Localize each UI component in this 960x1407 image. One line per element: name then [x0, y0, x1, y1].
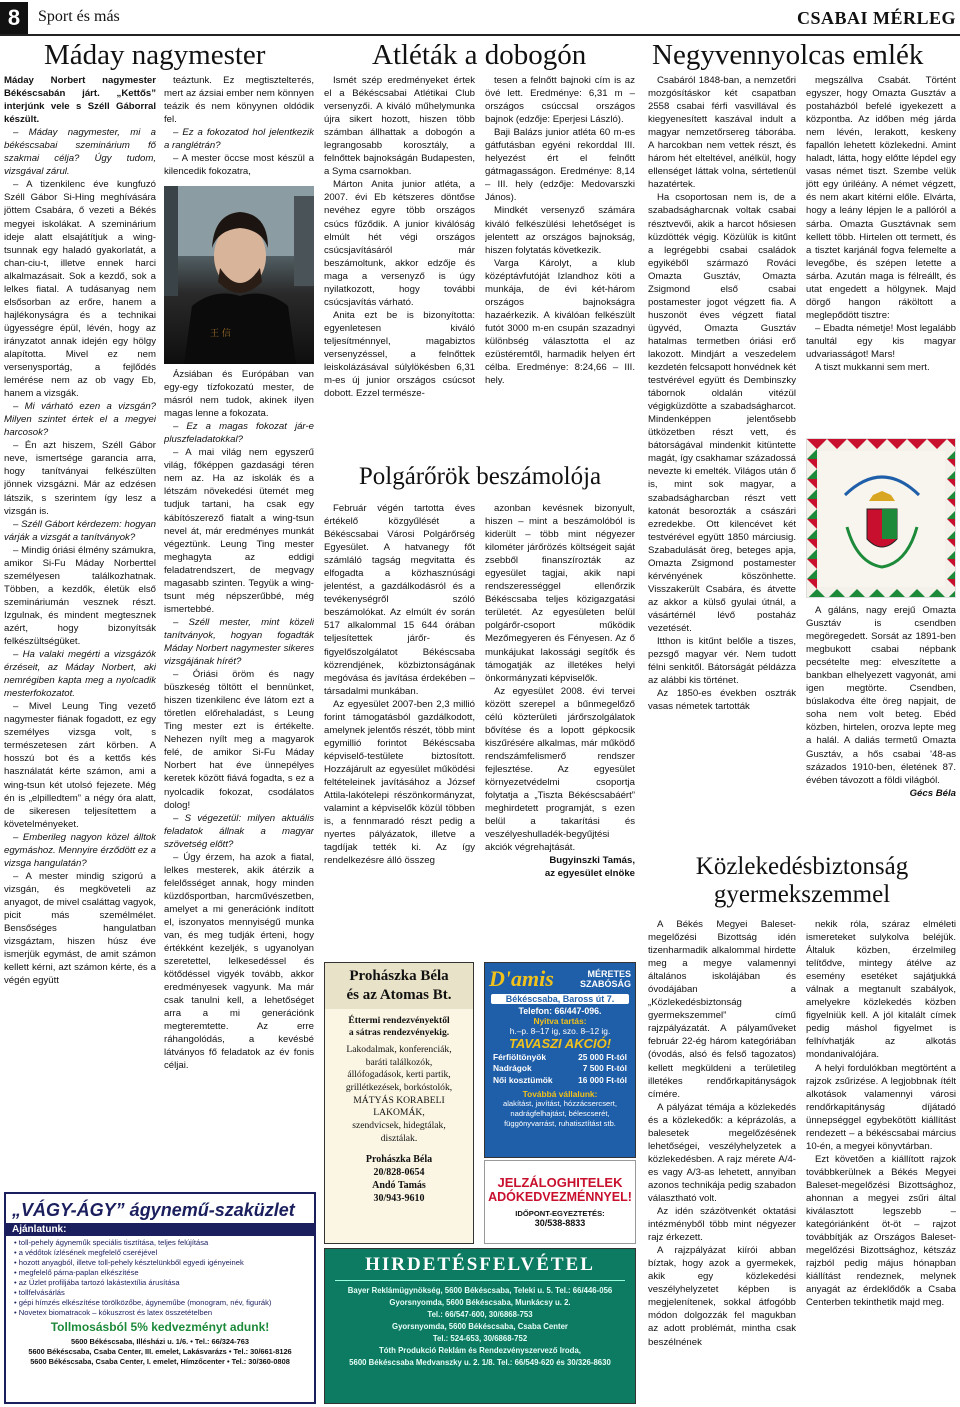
article-polgarorok-col2: [485, 502, 635, 957]
ad-hirdetesfelvetel: [324, 1248, 636, 1404]
svg-text:王 信: 王 信: [210, 329, 231, 339]
ad-title: „VÁGY-ÁGY” ágynemű-szaküzlet: [6, 1194, 314, 1223]
paper-title: CSABAI MÉRLEG: [796, 8, 956, 28]
ad-extra-title: Továbbá vállalunk:: [522, 1089, 598, 1100]
article-maday-col2-top: [164, 74, 314, 184]
ad-badge: [580, 969, 631, 990]
headline-kozlekedes-1: Közlekedésbiztonság: [695, 853, 909, 880]
ad-vagy-agy: [4, 1192, 316, 1404]
paragraph: – Ez a magas fokozat jár-e pluszfeladatokkal?: [164, 421, 314, 446]
ad-extra: alakítást, javítást, hózzácsercsert, nadrágfelhajtást, bélescserét, függönyvarrást, ruhatisztítást stb.: [503, 1099, 617, 1128]
list-item: • hozott anyagból, illetve toll-pehely késztelünkből egyedi igényeinek: [14, 1258, 244, 1268]
list-item: • Novetex biomatracok – kókuszrost és latex összetételben: [14, 1308, 213, 1318]
ad-promo: TAVASZI AKCIÓ!: [508, 1036, 612, 1051]
price-item: Női kosztümök: [493, 1074, 553, 1085]
contact-line: Bayer Reklámügynökség, 5600 Békéscsaba, Teleki u. 5. Tel.: 66/446-056: [347, 1286, 613, 1295]
contact-name-2: Andó Tamás: [372, 1180, 426, 1192]
contact-line: Tel.: 524-653, 30/6868-752: [432, 1334, 528, 1344]
price-value: 16 000 Ft-tól: [578, 1074, 627, 1085]
article-maday-col2: [164, 368, 314, 1190]
paragraph: Az egyesület 2007-ben 2,3 millió forint támogatásból gazdálkodott, amelynek jelentős részét, több mint egymillió forintot Békéscsaba képviselő-testülete biztosított. Hozzájárult az egyesület működési feltételeinek javításához a József Attila-lakótelepi részönkormányzat, valamint a képviselők közül többen is, a fennmaradó részt pedig a nyertes pályázatok, illetve a tagdíjak tették ki. Az így rendelkezésre álló összeg: [324, 698, 475, 867]
paragraph: – Emberileg nagyon közel álltok egymáshoz. Mennyire érződött ez a vizsga hangulatán?: [4, 831, 156, 869]
ad-prices: [485, 1051, 635, 1087]
ad-title-line1: Prohászka Béla: [349, 968, 449, 984]
ad-phone: Telefon: 66/447-096.: [518, 1006, 602, 1016]
paragraph: teáztunk. Ez megtisztelteтés, mert az ázsiai ember nem könnyen teázik és nem könyynen oldódik fel.: [164, 75, 314, 126]
paragraph: – Mi várható ezen a vizsgán? Milyen szintet értek el a megyei harcosok?: [4, 401, 156, 439]
paragraph: A rajzpályázat kiírói abban bíztak, hogy azok a gyermekek, akik egy közlekedési veszélyhelyzetet képben is megjelenítenek, sokkal átfogóbb módon dolgozzák fel magukban az adott problémát, mintha csak beszélnének: [648, 1245, 796, 1348]
article-maday-col1: [4, 74, 156, 1190]
price-row: [493, 1063, 627, 1074]
service-line: baráti találkozók,: [365, 1056, 433, 1068]
ad-jelzalog-line3: IDŐPONT-EGYEZTETÉS:: [515, 1209, 605, 1218]
article-atletak-col1: [324, 74, 475, 446]
address-line: 5600 Békéscsaba, Illésházi u. 1/6. • Tel.: 66/324-763: [71, 1337, 249, 1347]
section-label: Sport és más: [38, 8, 120, 25]
contact-line: Tel.: 66/547-600, 30/6868-753: [427, 1310, 533, 1320]
paragraph: – Úgy érzem, ha azok a fiatal, lelkes mesterek, akik átérzik a felelősséget annak, hogy minden küzdősportban, harcművészetben, amelyet a mi generációnk indított el, iszonyatos mennyiségű munka van, és meg tudják érteni, hogy értékként kezeljék, s ugyanolyan szeretettel, lelkesedéssel és kötődéssel vigyék tovább, akkor eredményesek vagyunk. Ma már csak tanulni kell, a lehetőséget arra a mi generációnk megteremtette. Az erre ráhangolódás, a kevésbé látványos fő feladatok az év fonis céljai.: [164, 851, 314, 1072]
ad-offer-list: [6, 1236, 314, 1320]
headline-atletak: Atléták a dobogón: [372, 39, 587, 71]
list-item: • az Üzlet profiljába tartozó lakástextília árusítása: [14, 1278, 180, 1288]
paragraph: – A tizenkilenc éve kungfuzó Széll Gábor Si-Hing meghívására jöttem Csabára, ő vezeti a Békés megyei iskolákat. A szeminárium ideje alatt elsajátítjuk a wing-tsunnak egy haladó gyakorlatát, a chan-ciu-t, illetve ennek harci alkalmazásait. Sok a kezdő, sok a lelkes fiatal. A tudásanyag nem elsősorban az erőre, hanem a hajlékonyságra és a technikai ügyességre épül, lévén, hogy az irányzatot annak idején egy hölgy alapította. Mivel ez nem versenysportág, a fejlődés lemérése nem az ob vagy Eb, hanem a vizsgák.: [4, 179, 156, 400]
service-line: szendvicsek, hidegtálak,: [352, 1119, 446, 1131]
headline-maday: Máday nagymester: [44, 39, 266, 71]
article-negyvennyolcas-col1: [648, 74, 796, 834]
paragraph: Az egyesület 2008. évi tervei között szerepel a bűnmegelőző célú közterületi járőrszolgálatok bővítése és a lopott gépkocsik kiszűrésére alkalmas, már működő rendszámfelismerő rendszer fejlesztése. Az egyesület környezetvédelmi csoportja folytatja a „Tiszta Békéscsabáért” meghirdetett programját, s ezen belül a takarítási és veszélyeshulladék-begyűjtési akciók végrehajtását.: [485, 685, 635, 854]
price-row: [493, 1075, 627, 1086]
ad-subtitle-line1: Éttermi rendezvényektől: [348, 1015, 450, 1026]
paragraph: Február végén tartotta éves értékelő közgyűlését a Békéscsabai Városi Polgárőrség Egyesület. A hatvanegy főt számláló tagság megvitatta és elfogadta a közhasznúsági jelentést, a gazdálkodásról és a tevékenységről szóló beszámolókat. Az elmúlt év során 517 alkalommal 15 644 órában teljesítettek járőr- és figyelőszolgálatot Békéscsaba közrendjének, közbiztonságának megóvása és javítása érdekében – társadalmi munkában.: [324, 503, 475, 697]
flag-icon: [807, 439, 956, 598]
article-polgarorok-col1: [324, 502, 475, 957]
paragraph: – A mai világ nem egyszerű világ, főképpen gazdasági téren nem az. Ha az iskolák és a létszám növekedési ütemét meg tudjuk tartani, ha csak egy kábítószerező fiatalt a wing-tsun nevel át, már eredményes munkát végeztünk. Leung Ting mester meghagyta az eddigi feladatrendszert, de megvagy magasabb szinten. Tegyük a wing-tsunt még népszerűbbé, még ismertebbé.: [164, 447, 314, 615]
page-number: 8: [0, 2, 28, 34]
paragraph: – A mester öccse most készül a kilencedik fokozatra,: [164, 153, 314, 178]
contact-line: 5600 Békéscsaba Medvanszky u. 2. 1/8. Tel.: 66/549-620 és 30/326-8630: [349, 1358, 611, 1368]
paragraph: Csabáról 1848-ban, a nemzetőri mozgósításkor két csapatban 2558 csabai férfi vasvillával és kiegyenesített kaszával indult a magyar nemzetőrsereg táborába. A harcokban nem vettek részt, és három hét elteltével, anélkül, hogy ellenséget láttak volna, sértetlenül hazatértek.: [648, 75, 796, 191]
paragraph: Mindkét versenyző számára kiváló felkészülési lehetőséget is jelentett az országos bajnokság, hiszen folytatás következik.: [485, 205, 635, 256]
list-item: • toll-pehely ágyneműk speciális tisztítása, teljes felújítása: [14, 1238, 209, 1247]
paragraph: – Széll mester, mint közeli tanítványok, hogyan fogadták Máday Norbert nagymester sikeres vizsgájának hírét?: [164, 616, 314, 668]
service-line: disztálak.: [380, 1132, 418, 1144]
ad-jelzalog-phone: 30/538-8833: [534, 1218, 586, 1228]
paragraph: A pályázat témája a közlekedés és a közlekedők: a képrázolás, a balesetek megelőzésének lehetőségei, veszélyhelyzetek a közlekedésben. A rajz mérete A/4-es vagy A/3-as lehetett, annyiban azonos technikája pedig szabadon választható volt.: [648, 1101, 796, 1204]
ad-damis: [484, 962, 636, 1158]
service-line: MÁTYÁS KORABELI: [353, 1094, 445, 1106]
paragraph: – Mindig óriási élmény számukra, amikor Si-Fu Máday Norberttel személyesen találkozhatnak. Többen, a kezdők, életük első szemináriumán vesznek részt. Izgulnak, és mindent megtesznek azért, hogy bizonyítsák felkészültségüket.: [4, 544, 156, 648]
price-value: 7 500 Ft-tól: [582, 1063, 627, 1074]
article-kozlekedes-col1: [648, 918, 796, 1404]
paragraph: Márton Anita junior atléta, a 2007. évi Eb kétszeres döntőse nevéhez egyre több országos csúcs fűződik. A junior kiválóság elmúlt hét végi országos csúcsjavításáról már beszámoltunk, akkor edzője és maga a versenyző is úgy nyilatkozott, hogy további csúcsjavítás várható.: [324, 179, 475, 308]
ad-logo: D'amis: [489, 966, 554, 991]
list-item: • tollfelvásárlás: [14, 1288, 65, 1298]
paragraph: – Ha valaki megérti a vizsgázók érzéseit, az Máday Norbert, aki nemrégiben kapta meg a nyolcadik mesterfokozatot.: [4, 649, 156, 700]
service-line: Lakodalmak, konferenciák,: [346, 1043, 452, 1055]
article-negyvennyolcas-col2: [806, 74, 956, 429]
ad-title: HIRDETÉSFELVÉTEL: [335, 1254, 625, 1281]
paragraph: Varga Károlyt, a klub középtávfutóját Izlandhoz köti a munkája, de évi két-három országos bajnokságra hazaérkezik. A kiválóan felkészült futót 3000 m-en csupán szazadnyi különbség választotta el az ezüstéremtől, harmadik helyen ért célba. Eredménye: 8:24,66 – III. hely.: [485, 257, 635, 387]
paragraph: – Óriási öröm és nagy büszkeség töltött el bennünket, hiszen tizenkilenc éve látom ezt a töretlen előrehaladást, s Leung Ting mester ezt is értékelte. Nehezen nyílt meg a magyarok felé, de amikor Si-Fu Máday Norbert hat éve ünnepélyes keretek között fiává fogadta, s ez a nyolcadik fokozat, csodálatos dolog!: [164, 669, 314, 811]
paragraph: megszállva Csabát. Történt egyszer, hogy Omazta Gusztáv a postaházból befelé igyekezett a központba. Az időben még járda nem lévén, lerakott, keskeny fapallón lehetett közlekedni. Amint haladt, látta, hogy előtte lépdel egy vasas német tiszt. Szembe velük jött egy úriléány. A német végzett, és nem akart kitérni előle. Elvárta, hogy a leány lépjen le a pallóról a sárba. Omazta Gusztávnak sem kellett több. Hirtelen ott termett, és a tisztet karjánál fogva felemelte a levegőbe, és szépen letette a sárba. Azután maga is félreállt, és utat engedett a hölgynek. Majd dörgő hangon ráköltott a meglepődött tisztre:: [806, 75, 956, 321]
article-lead: Máday Norbert nagymester Békéscsabán járt. „Kettős” interjúnk vele s Széll Gáborral készült.: [4, 75, 156, 126]
paragraph: Ha csoportosan nem is, de a szabadságharcnak voltak csabai résztvevői, akik a harcot hősiesen küzdötték végig. Közülük is kitűnt a legrégebbi csabai családok egyikéből származó Rováci Omazta Gusztáv, Omazta Zsigmond első csabai postamester jogot végzett fia. A huszonöt éves végzett fiatal ügyvéd, Omazta Gusztáv hatalmas termetben óriási erő lakozott. Mindjárt a veszedelem kezdetén felcsapott honvédnek két testvérével együtt és Dembinszky tábornok oldalán vitézül végigküzdötte a szabadságharcot. Mindenképpen jelentősebb ütközetben részt vett, és bátorságával mindenkit kitüntette magát, így csakhamar századossá nevezte ki emelték. Világos után ő is, mint sok magyar, a szabadságharcban részt vett katonát besorozták a császári ezredekbe. Ott kilencévet két testvérével együtt 1850 márciusig. Szabadulását öreg, beteges apja, Omazta Zsigmond postamester kérvényének köszönhette. Visszakerült Csabára, és átvette az akkor a külső gyulai útnál, a vásártérnél lévő postaház vezetését.: [648, 192, 796, 634]
headline-polgarorok: Polgárőrök beszámolója: [358, 463, 602, 490]
paragraph: – Mivel Leung Ting vezető nagymester fiának fogadott, ez egy személyes vizsga volt, s természetesen zárt körben. A hosszú bot és a kettős kés használatát kérte számon, ami a wing-tsun két utolsó fejezete. Még én is „elpilledtem” a négy óra alatt, de sikeresen teljesítettem a követelményeket.: [4, 701, 156, 830]
article-kozlekedes-col2: [806, 918, 956, 1404]
ad-hours: h.–p. 8–17 ig, szo. 8–12 ig.: [509, 1026, 611, 1036]
paragraph: Ázsiában és Európában van egy-egy tízfokozatú mester, de másról nem tudok, akinek ilyen magas lenne a fokozata.: [164, 369, 314, 420]
contact-phone: 20/828-0654: [373, 1167, 425, 1179]
ad-hours-title: Nyitva tartás:: [533, 1016, 587, 1026]
ad-addresses: [6, 1334, 314, 1367]
paragraph: tesen a felnőtt bajnoki cím is az övé lett. Eredménye: 6,31 m – országos csúccsal országos bajnok (edzője: Eperjesi László).: [485, 75, 635, 126]
photo-maday-norbert: [164, 186, 314, 364]
flag-image: [806, 438, 956, 598]
ad-contact: [325, 1153, 473, 1205]
author-role: az egyesület elnöke: [544, 868, 635, 880]
list-item: • a védőtok ízlésének megfelelő cseréjével: [14, 1248, 158, 1258]
paragraph: Az 1850-es években osztrák vasas németek tartották: [648, 688, 796, 713]
ad-services: [325, 1044, 473, 1145]
paragraph: Ezt követően a kiállított rajzok továbbkerülnek a Békés Megyei Baleset-megelőzési Bizottsághoz, ahonnan a megyei zsűri által kiválasztott legszebb – kategóriánként öt-öt – rajzot továbbítják az Országos Baleset-megelőzési Bizottsághoz, kétszáz rajzból pedig május hónapban kiállítást rendeznek, melynek anyagát az érdeklődők a Csaba Centerben tekinthetik majd meg.: [806, 1153, 956, 1309]
paragraph: Itthon is kitűnt belőle a tiszes, pezsgő magyar vér. Nem tudott félni senkitől. Bátorságát példázza az alábbi kis történet.: [648, 636, 796, 687]
paragraph: – Én azt hiszem, Széll Gábor neve, ismertsége garancia arra, hogy tanítványai felkészülten jönnek vizsgázni. Már az edzésen látszik, s szerintem így lesz a vizsgán is.: [4, 440, 156, 517]
contact-line: Gyorsnyomda, 5600 Békéscsaba, Munkácsy u. 2.: [389, 1298, 571, 1308]
price-item: Férfiöltönyök: [493, 1052, 547, 1062]
contact-line: Tóth Produkció Reklám és Rendezvényszervező Iroda,: [379, 1346, 581, 1356]
service-line: állófogadások, kerti partik,: [347, 1069, 451, 1081]
ad-discount: Tollmosásból 5% kedvezményt adunk!: [50, 1320, 270, 1335]
author-name: Bugyinszki Tamás,: [549, 855, 635, 867]
ad-jelzalog: [484, 1160, 636, 1244]
service-line: grillétkezések, borkóstolók,: [345, 1081, 453, 1093]
ad-lines: [325, 1285, 635, 1370]
contact-name: Prohászka Béla: [365, 1154, 433, 1166]
address-line: 5600 Békéscsaba, Csaba Center, I. emelet, Hímzőcenter • Tel.: 30/360-0808: [30, 1356, 290, 1366]
paragraph: – A mester mindig szigorú a vizsgán, és megköveteli az anyagot, de mivel csaláttag vagyok, picit más személmélet. Bensőséges hangulatban vizsgáztam, hiszen húsz éve ismerjük egymást, de amit számon kellett kérni, azt számon kérte, és a végén együtt: [4, 870, 156, 987]
ad-title: [325, 963, 473, 1009]
author-name: Gécs Béla: [909, 787, 956, 799]
ad-prohaszka: [324, 962, 474, 1244]
price-item: Nadrágok: [493, 1063, 532, 1074]
paragraph: Az idén százötvenkét oktatási intézményből több mint négyezer rajz érkezett.: [648, 1206, 796, 1244]
ad-jelzalog-line2: ADÓKEDVEZMÉNNYEL!: [488, 1190, 632, 1204]
headline-kozlekedes-2: gyermekszemmel: [713, 881, 891, 908]
ad-address: Békéscsaba, Baross út 7.: [491, 994, 629, 1004]
ad-subtitle-line2: a sátras rendezvényekig.: [348, 1027, 450, 1039]
paragraph: – Széll Gábort kérdezem: hogyan várják a vizsgát a tanítványok?: [4, 518, 156, 543]
paragraph: A tiszt mukkanni sem mert.: [815, 362, 930, 374]
paragraph: Baji Balázs junior atléta 60 m-es gátfutásban egyéni rekorddal III. helyezést ért el felnőtt gátmagasságon. Eredménye: 8,14 – III. hely (edzője: Medovarszki János).: [485, 127, 635, 204]
paragraph: azonban kevésnek bizonyult, hiszen – mint a beszámolóból is kiderült – több mint négyezer kilométer járőrözés költségeit saját zsebből finanszírozták az egyesület tagjai, akik napi rendszerességgel ellenőrzik Békéscsaba teljes közigazgatási területét. Az egyesületen belül polgárőr-csoport működik Mezőmegyeren és Fényesen. Az ő munkájukat lakossági segítők és támogatják az illetékes helyi önkormányzati képviselők.: [485, 503, 635, 684]
price-value: 25 000 Ft-tól: [578, 1052, 627, 1062]
paragraph: A helyi fordulókban megtörtént a rajzok zsűrizése. A legjobbnak ítélt alkotások valamennyi városi rendőrkapitányság díjátadó ünnepséggel egybekötött kiállítást rendezett – a békéscsabai március 10-én, a megyei könyvtárban.: [806, 1062, 956, 1152]
badge-line1: MÉRETES: [587, 968, 631, 979]
paragraph: Anita ezt be is bizonyította: egyenletesen kiváló teljesítménnyel, magabiztos versenyzéssel, a felnőttek leiskolázásával súlylökésben 6,31 m-es új junior országos csúcsot dobott. Ezzel természe-: [324, 309, 475, 400]
price-row: [493, 1052, 627, 1063]
article-atletak-col2: [485, 74, 635, 446]
paragraph: – Máday nagymester, mi a békéscsabai szeminárium fő szakmai célja? Úgy tudom, vizsgával zárul.: [4, 127, 156, 178]
portrait-icon: [164, 186, 314, 364]
ad-subtitle: [325, 1015, 473, 1040]
list-item: • gépi hímzés elkészítése törölközőbe, ágyneműbe (monogram, név, figurák): [14, 1298, 272, 1308]
list-item: • megfelelő párna-paplan elkészítése: [14, 1268, 139, 1278]
article-negyvennyolcas-caption: [806, 604, 956, 834]
ad-title-line2: és az Atomas Bt.: [346, 987, 452, 1003]
address-line: 5600 Békéscsaba, Csaba Center, III. emelet, Lakásvarázs • Tel.: 30/661-8126: [28, 1347, 292, 1357]
paragraph: – S végezetül: milyen aktuális feladatok állnak a magyar szövetség előtt?: [164, 812, 314, 850]
paragraph: – Ebadta németje! Most legalább tanultál egy kis magyar udvariasságot! Mars!: [806, 322, 956, 360]
paragraph: A Békés Megyei Baleset-megelőzési Bizottság idén tizenharmadik alkalommal hirdette meg a megye valamennyi általános iskolájában és óvodájában a „Közlekedésbiztonság gyermekszemmel” című rajzpályázatát. A pályaműveket február 22-ég három kategóriában (óvodás, alsó és felső tagozatos) kellett megküldeni a területileg illetékes rendőrkapitányságok címére.: [648, 919, 796, 1100]
paragraph: Ismét szép eredményeket értek el a Békéscsabai Atlétikai Club versenyzői. A kiváló műhelymunka újra sikert hozott, hiszen több számban állhattak a dobogón a legrangosabb korosztály, a felnőttek bajnokságán Budapesten, a Syma csarnokban.: [324, 75, 475, 178]
headline-negyvennyolcas: Negyvennyolcas emlék: [652, 39, 924, 71]
ad-jelzalog-line1: JELZÁLOGHITELEK: [497, 1175, 623, 1190]
service-line: LAKOMÁK,: [373, 1107, 425, 1119]
ad-offer-label: Ajánlatunk:: [6, 1223, 314, 1236]
contact-phone-2: 30/943-9610: [373, 1193, 425, 1205]
paragraph: nekik róla, száraz elméleti ismereteket sulykolva beléjük. Általuk közben, érzelmileg telítődve, mintegy átélve az esemény esetéket sajátjukká válnak a megtanult szabályok, amelyekre közlekedés közben figyelniük kell. A jól kitalált címek pedig máshol figyelmet is felhívhatják az alkotás mondanivalójára.: [806, 919, 956, 1061]
caption-text: A gáláns, nagy erejű Omazta Gusztáv is csendben megöregedett. Sorsát az 1891-ben megbukott csabai népbank pecsételte meg: elveszítette a bankban elhelyezett vagyonát, ami igen megtörte. Csendben, búslakodva élte öreg napjait, de soha nem volt beteg. Ebéd közben, hirtelen, orozva lepte meg a halál. A daliás termetű Omazta Gusztáv, a hős csabai '48-as százados 1910-ben, életének 87. évében távozott a földi világból.: [806, 605, 956, 786]
badge-line2: SZABÓSÁG: [579, 979, 631, 989]
paragraph: – Ez a fokozatod hol jelentkezik a ranglétrán?: [164, 127, 314, 152]
contact-line: Gyorsnyomda, 5600 Békéscsaba, Csaba Center: [392, 1322, 568, 1332]
